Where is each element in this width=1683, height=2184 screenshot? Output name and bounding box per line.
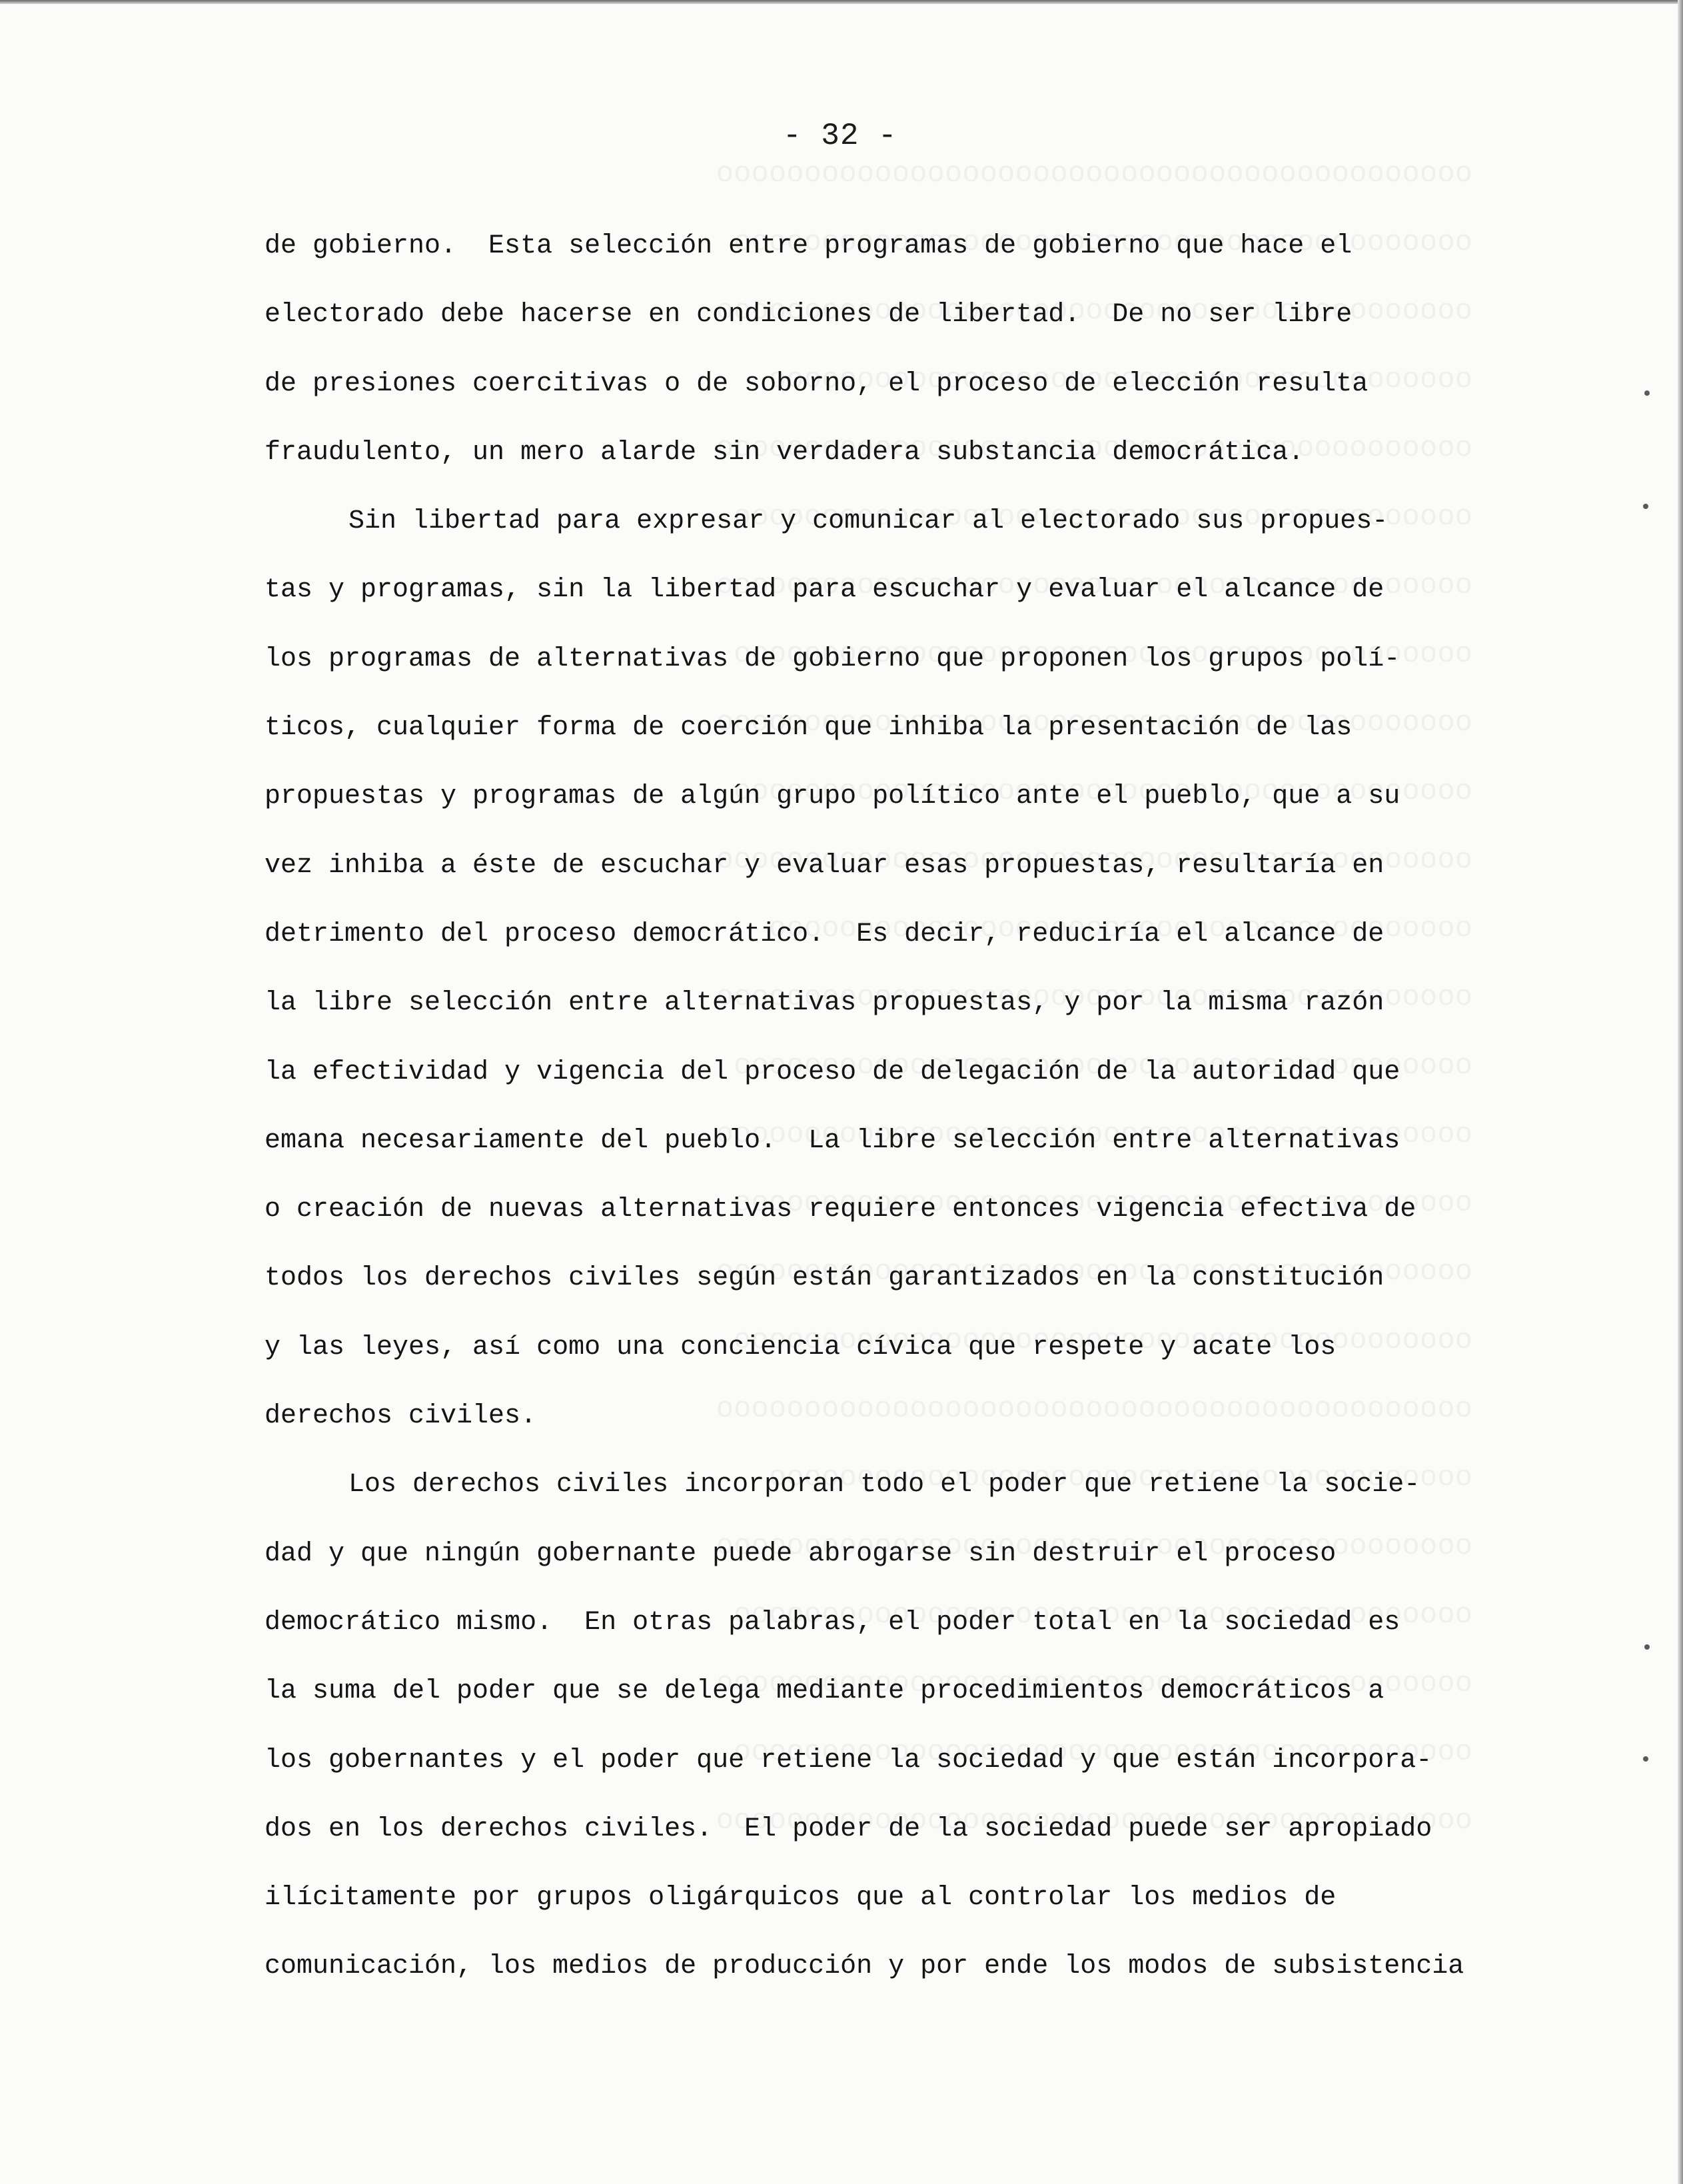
body-text — [265, 212, 1517, 2001]
text-line: tas y programas, sin la libertad para escuchar y evaluar el alcance de — [265, 575, 1385, 606]
margin-speck — [1643, 504, 1648, 509]
text-line: dos en los derechos civiles. El poder de la sociedad puede ser apropiado — [265, 1814, 1432, 1844]
scan-top-edge — [0, 0, 1683, 4]
text-line: la efectividad y vigencia del proceso de delegación de la autoridad que — [265, 1057, 1401, 1087]
text-line: ilícitamente por grupos oligárquicos que al controlar los medios de — [265, 1883, 1337, 1913]
text-line: y las leyes, así como una conciencia cívica que respete y acate los — [265, 1332, 1337, 1363]
margin-speck — [1643, 1756, 1648, 1762]
text-line: de presiones coercitivas o de soborno, el proceso de elección resulta — [265, 368, 1369, 399]
text-line: Sin libertad para expresar y comunicar al electorado sus propues- — [348, 506, 1389, 537]
text-line: electorado debe hacerse en condiciones de libertad. De no ser libre — [265, 300, 1353, 330]
text-line: o creación de nuevas alternativas requiere entonces vigencia efectiva de — [265, 1195, 1416, 1225]
text-line: la suma del poder que se delega mediante procedimientos democráticos a — [265, 1676, 1385, 1707]
margin-speck — [1644, 1644, 1650, 1650]
text-line: la libre selección entre alternativas propuestas, y por la misma razón — [265, 988, 1385, 1019]
text-line: los programas de alternativas de gobierno que proponen los grupos polí- — [265, 644, 1401, 674]
text-line: detrimento del proceso democrático. Es decir, reduciría el alcance de — [265, 919, 1385, 949]
text-line: propuestas y programas de algún grupo político ante el pueblo, que a su — [265, 782, 1401, 812]
text-line: fraudulento, un mero alarde sin verdadera substancia democrática. — [265, 437, 1305, 468]
margin-speck — [1644, 390, 1650, 396]
page-number: - 32 - — [783, 119, 897, 153]
text-line: comunicación, los medios de producción y por ende los modos de subsistencia — [265, 1951, 1464, 1982]
text-line: ticos, cualquier forma de coerción que inhiba la presentación de las — [265, 713, 1353, 744]
text-line: vez inhiba a éste de escuchar y evaluar esas propuestas, resultaría en — [265, 850, 1385, 881]
text-line: emana necesariamente del pueblo. La libre selección entre alternativas — [265, 1125, 1401, 1156]
text-line: de gobierno. Esta selección entre programas de gobierno que hace el — [265, 231, 1353, 261]
text-line: derechos civiles. — [265, 1401, 537, 1432]
scan-right-edge — [1678, 0, 1683, 2184]
text-line: todos los derechos civiles según están garantizados en la constitución — [265, 1263, 1385, 1294]
text-line: dad y que ningún gobernante puede abrogarse sin destruir el proceso — [265, 1538, 1337, 1569]
text-line: Los derechos civiles incorporan todo el poder que retiene la socie- — [348, 1470, 1420, 1500]
text-line: los gobernantes y el poder que retiene la sociedad y que están incorpora- — [265, 1745, 1432, 1776]
text-line: democrático mismo. En otras palabras, el poder total en la sociedad es — [265, 1607, 1401, 1638]
